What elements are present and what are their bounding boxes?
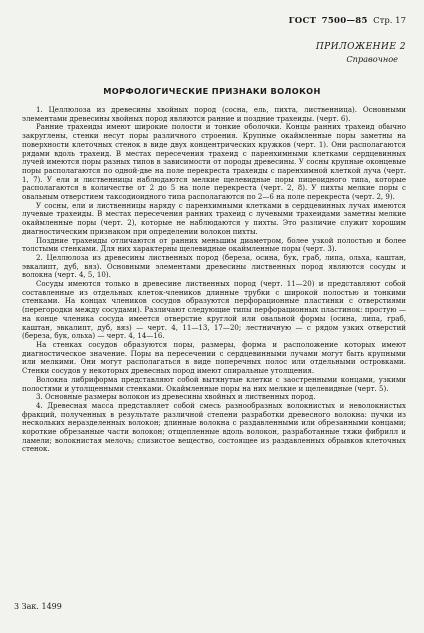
appendix-note: Справочное [346,54,398,64]
appendix-label: ПРИЛОЖЕНИЕ 2 [315,42,406,52]
paragraph: Поздние трахеиды отличаются от ранних меньшим диаметром, более узкой полостью и более толстыми стенками. Для них характерны щелевидные окаймленные поры (черт. 3). [22,235,406,254]
paragraph: У сосны, ели и лиственницы наряду с паренхимными клетками в сердцевинных лучах имеются лучевые трахеиды. В местах пересечения ранних трахеид с лучевыми трахеидами заметны мелкие окаймленные поры (черт. 2), которые не наблюдаются у пихты. Это различие служит хорошим диагностическим признаком при определении волокон пихты. [22,200,406,236]
paragraph: Ранние трахеиды имеют широкие полости и тонкие оболочки. Концы ранних трахеид обычно закруглены, стенки несут поры различного строения. Крупные окаймленные поры заметны на поверхности клеточных стенок в виде двух концентрических кружков (черт. 1). Они располагаются рядами вдоль трахеид. В местах пересечения трахеид с паренхимными клетками сердцевинных лучей имеются поры разных типов в зависимости от породы древесины. У сосны крупные оконцевые поры располагаются по одной-две на поле перекреста трахеиды с паренхимной клеткой луча (черт. 1, 7). У ели и лиственницы наблюдаются мелкие щелевидные поры пицеоидного типа, которые располагаются в количестве от 2 до 5 на поле перекреста (черт. 2, 8). У пихты мелкие поры с овальным отверстием таксодиоидного типа располагаются по 2—6 на поле перекреста (черт. 2, 9). [22,122,406,202]
paragraph: Сосуды имеются только в древесине лиственных пород (черт. 11—20) и представляют собой составленные из отдельных клеток-члеников длинные трубки с широкой полостью и тонкими стенками. На концах члеников сосудов образуются перфорационные пластинки с отверстиями (перегородки между сосудами). Различают следующие типы перфорационных пластинок: простую — на конце членика сосуда имеется отверстие круглой или овальной формы (осина, липа, граб, каштан, эвкалипт, дуб, вяз) — черт. 4, 11—13, 17—20; лестничную — с рядом узких отверстий (береза, бук, ольха) — черт. 4, 14—16. [22,279,406,341]
header-page: Стр. 17 [373,16,406,26]
paragraph: 1. Целлюлоза из древесины хвойных пород (сосна, ель, пихта, лиственница). Основными элементами древесины хвойных пород являются ранние и поздние трахеиды. (черт. 6). [22,105,406,123]
section-title: МОРФОЛОГИЧЕСКИЕ ПРИЗНАКИ ВОЛОКОН [103,86,321,96]
paragraph: 3. Основные размеры волокон из древесины хвойных и лиственных пород. [36,392,316,402]
paragraph: 2. Целлюлоза из древесины лиственных пород (береза, осина, бук, граб, липа, ольха, каштан, эвкалипт, дуб, вяз). Основными элементами древесины лиственных пород являются сосуды и волокна (черт. 4, 5, 10). [22,252,406,280]
paragraph: 4. Древесная масса представляет собой смесь разнообразных волокнистых и неволокнистых фракций, полученных в результате различной степени разработки древесного волокна: пучки из нескольких неразделенных волокон; длинные волокна с раздавленными или обрезанными концами; короткие обрезанные части волокон; отщепленные вдоль волокон, разработанные тяжи фибрилл и ламели; волокнистая мелочь; слизистое вещество, состоящее из раздавленных обрывков клеточных стенок. [22,400,406,454]
page-header [289,16,406,26]
header-number: 7500—85 [321,16,368,26]
header-gost: ГОСТ [288,16,317,26]
page-footer: 3 Зак. 1499 [14,602,62,611]
paragraph: На стенках сосудов образуются поры, размеры, форма и расположение которых имеют диагностическое значение. Поры на пересечении с сердцевинными лучами могут быть крупными или мелкими. Они могут располагаться в виде поперечных полос или отдельными островками. Стенки сосудов у некоторых древесных пород имеют спиральные утолщения. [22,339,406,376]
body-text [22,106,406,454]
paragraph: Волокна либриформа представляют собой вытянутые клетки с заостренными концами, узкими полостями и утолщенными стенками. Окаймленные поры на них мелкие и щелевидные (черт. 5). [22,374,406,393]
